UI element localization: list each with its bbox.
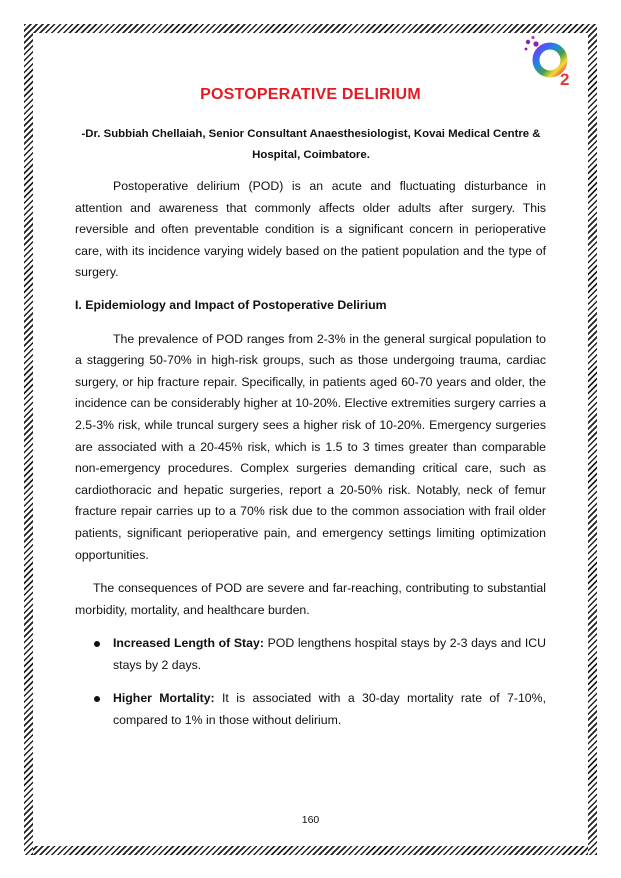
bullet-icon [94,641,100,647]
border-right [588,24,597,855]
o2-logo-subscript: 2 [560,70,570,89]
article-body [75,176,546,744]
intro-paragraph: Postoperative delirium (POD) is an acute and fluctuating disturbance in attention and awareness that commonly affects older adults after surgery. This reversible and often preventable condition is a significant concern in perioperative care, with its incidence varying widely based on the patient population and the type of surgery. [75,179,546,280]
list-item-label: Higher Mortality: [113,691,223,706]
list-item-text: POD lengthens hospital stays by 2-3 days and ICU stays by 2 days. [113,636,547,672]
epidemiology-paragraph: The prevalence of POD ranges from 2-3% in the general surgical population to a staggering 50-70% in high-risk groups, such as those undergoing trauma, cardiac surgery, or hip fracture repair. Specifically, in patients aged 60-70 years and older, the incidence can be considerably higher at 10-20%. Elective extremities surgery carries a 2.5-3% risk, while truncal surgery sees a higher risk of 10-20%. Emergency surgeries are associated with a 20-45% risk, which is 1.5 to 3 times greater than comparable non-emergency procedures. Complex surgeries demanding critical care, such as cardiothoracic and hepatic surgeries, report a 20-50% risk. Notably, neck of femur fracture repair carries up to a 70% risk due to the common association with frail older patients, significant perioperative pain, and emergency settings limiting optimization opportunities. [75,331,546,562]
consequences-paragraph: The consequences of POD are severe and far-reaching, contributing to substantial morbidity, mortality, and healthcare burden. [75,581,546,617]
list-item [75,633,546,676]
page-title: POSTOPERATIVE DELIRIUM [200,86,421,103]
border-top [24,24,597,33]
border-left [24,24,33,855]
list-item-text: It is associated with a 30-day mortality rate of 7-10%, compared to 1% in those without delirium. [113,691,546,728]
list-item [75,688,546,731]
section-heading: I. Epidemiology and Impact of Postoperative Delirium [75,297,387,312]
o2-logo-icon [522,34,580,92]
author-byline: -Dr. Subbiah Chellaiah, Senior Consultant Anaesthesiologist, Kovai Medical Centre & Hospital, Coimbatore. [81,128,541,161]
bullet-icon [94,696,100,702]
border-bottom [24,846,597,855]
page-number: 160 [301,814,320,826]
consequences-list [75,633,546,731]
list-item-label: Increased Length of Stay: [113,636,268,651]
